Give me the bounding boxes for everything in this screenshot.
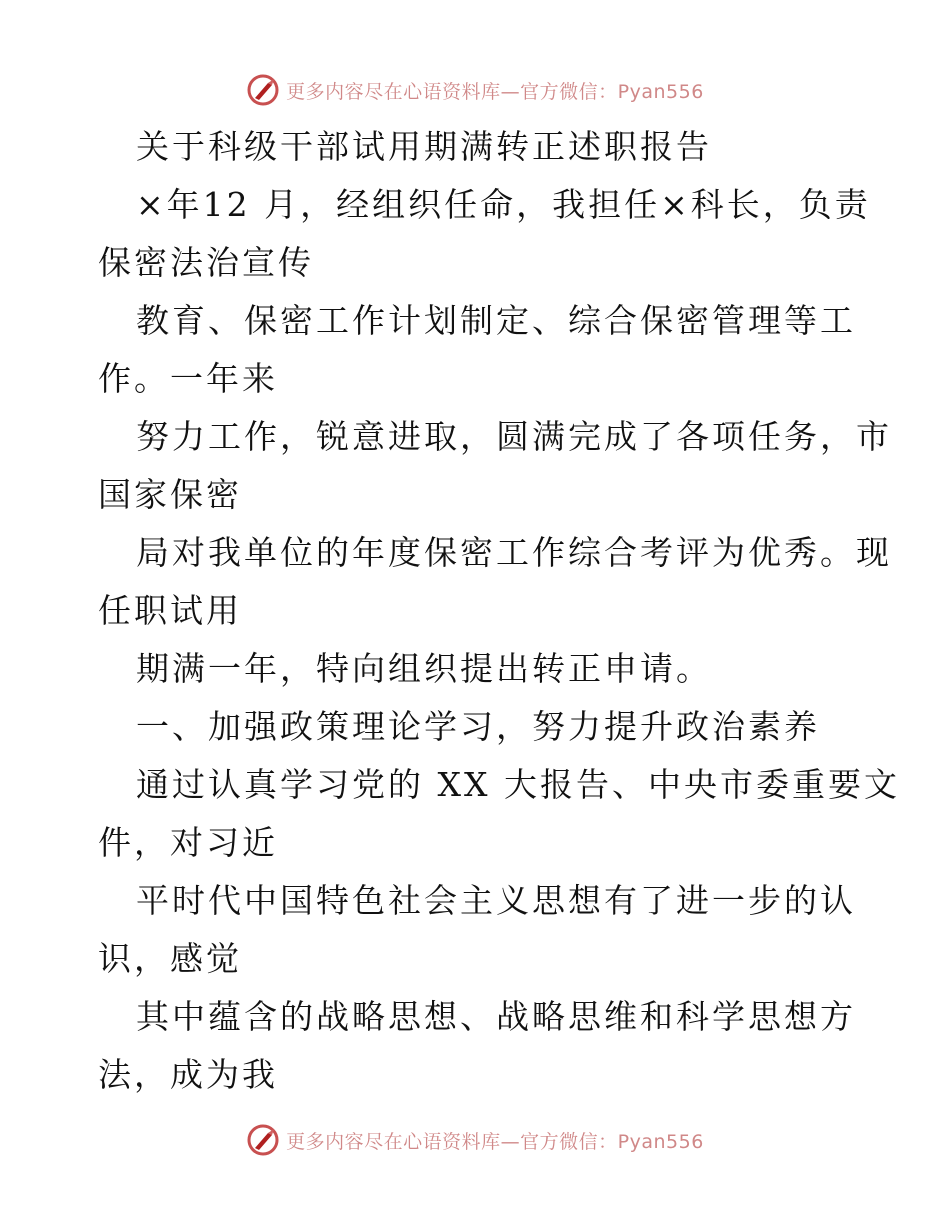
document-line: 关于科级干部试用期满转正述职报告 <box>136 127 712 166</box>
watermark-text: 更多内容尽在心语资料库—官方微信：Pyan556 <box>286 80 704 103</box>
quill-logo-icon <box>246 1123 280 1157</box>
document-line: 国家保密 <box>98 475 242 514</box>
document-line: 识，感觉 <box>98 939 242 978</box>
watermark-text: 更多内容尽在心语资料库—官方微信：Pyan556 <box>286 1130 704 1153</box>
footer-watermark <box>0 1120 950 1160</box>
document-line: 其中蕴含的战略思想、战略思维和科学思想方 <box>136 997 856 1036</box>
document-line: 件，对习近 <box>98 823 278 862</box>
header-watermark <box>0 70 950 110</box>
document-line: ×年12 月，经组织任命，我担任×科长，负责 <box>136 185 871 224</box>
document-body <box>98 118 900 1104</box>
document-line: 局对我单位的年度保密工作综合考评为优秀。现 <box>136 533 892 572</box>
document-line: 任职试用 <box>98 591 242 630</box>
document-line: 作。一年来 <box>98 359 278 398</box>
document-line: 期满一年，特向组织提出转正申请。 <box>136 649 712 688</box>
document-line: 一、加强政策理论学习，努力提升政治素养 <box>136 707 820 746</box>
document-line: 通过认真学习党的 XX 大报告、中央市委重要文 <box>136 765 900 804</box>
document-line: 保密法治宣传 <box>98 243 314 282</box>
quill-logo-icon <box>246 73 280 107</box>
document-line: 努力工作，锐意进取，圆满完成了各项任务，市 <box>136 417 892 456</box>
document-line: 教育、保密工作计划制定、综合保密管理等工 <box>136 301 856 340</box>
document-line: 法，成为我 <box>98 1055 278 1094</box>
document-line: 平时代中国特色社会主义思想有了进一步的认 <box>136 881 856 920</box>
